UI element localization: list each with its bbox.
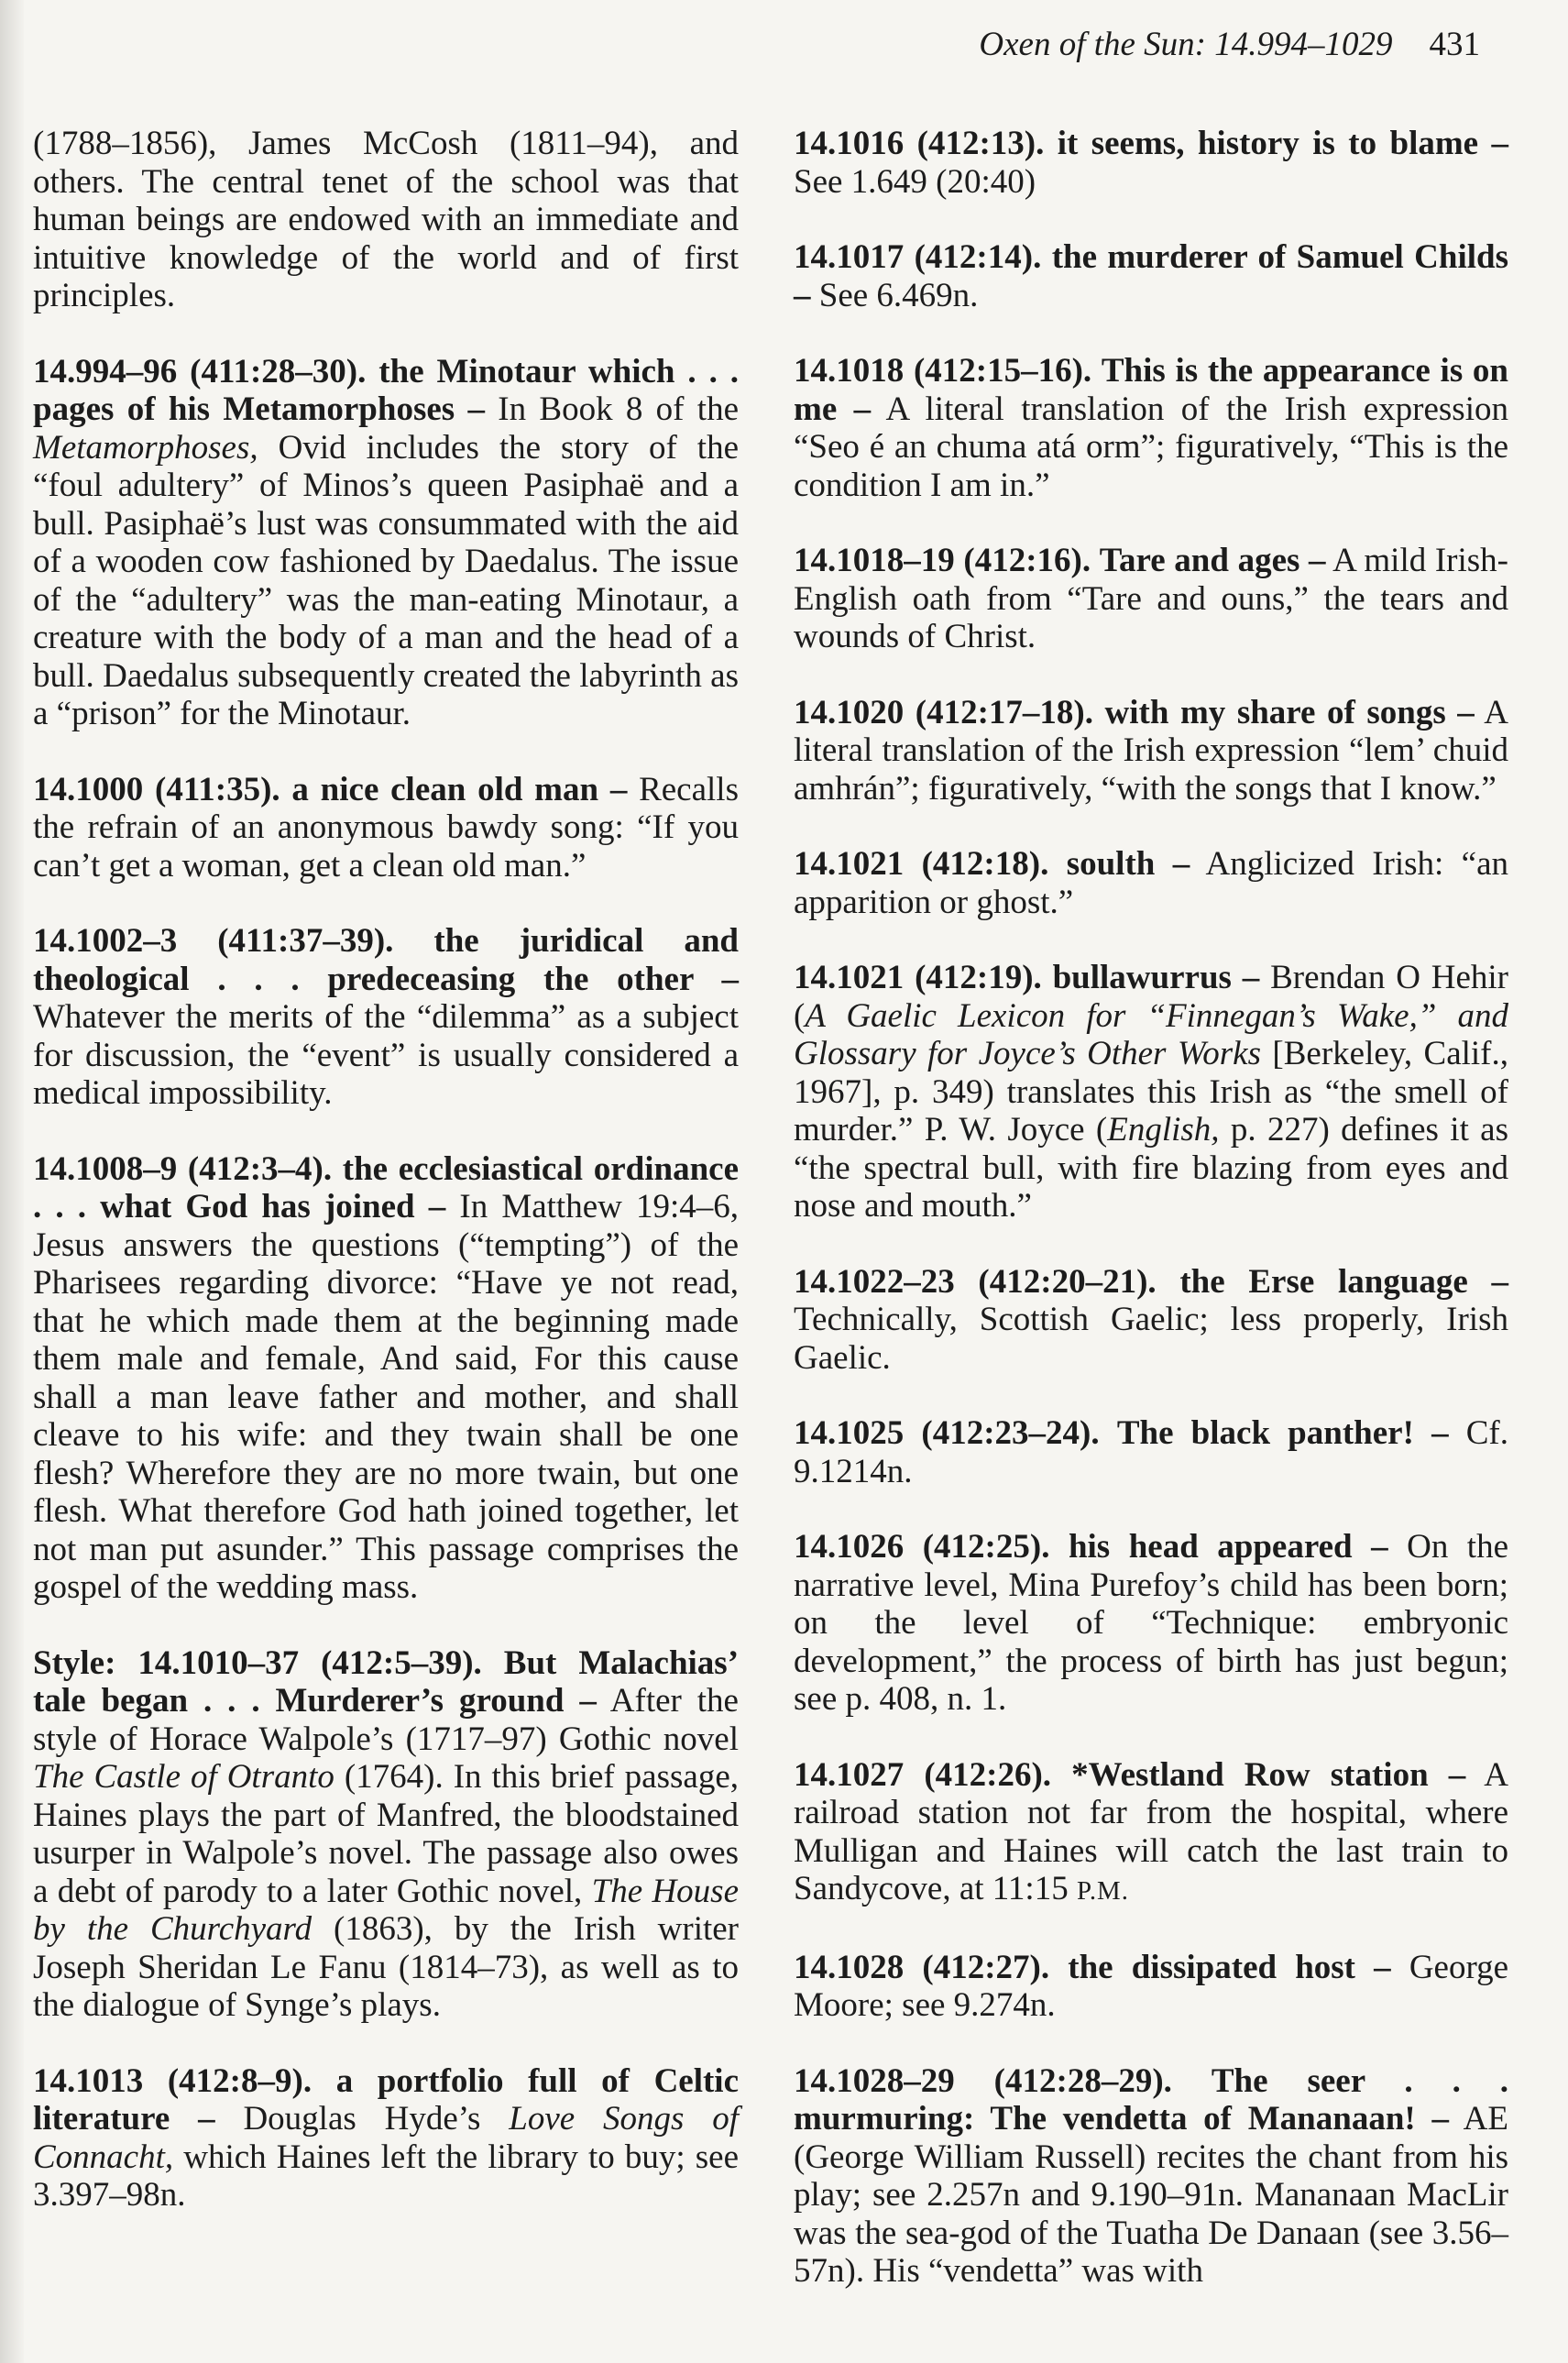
- note-text: [Berkeley, Calif., 1967], p. 349) translates this Irish as “the smell of murder.” P. W. Joyce (: [794, 1035, 1508, 1149]
- note-ref: 14.1020 (412:17–18).: [794, 693, 1093, 731]
- note-text: Recalls the refrain of an anonymous bawdy song: “If you can’t get a woman, get a clean old man.”: [33, 770, 739, 885]
- note-lemma: it seems, history is to blame –: [1057, 125, 1508, 162]
- note-lemma: the Erse language –: [1179, 1262, 1508, 1301]
- note-lemma: bullawurrus –: [1052, 959, 1260, 996]
- note-text: On the narrative level, Mina Purefoy’s child has been born; on the level of “Technique: embryonic development,” the process of birth has just begun; see p. 408, n. 1.: [794, 1528, 1509, 1718]
- note-text: George Moore; see 9.274n.: [794, 1948, 1509, 2024]
- note-text: After the style of Horace Walpole’s (1717–97) Gothic novel: [33, 1682, 739, 1758]
- note-title-italic: Metamorphoses,: [33, 428, 258, 467]
- note-text: A mild Irish-English oath from “Tare and ouns,” the tears and wounds of Christ.: [794, 542, 1508, 655]
- note-lemma: the ecclesiastical ordinance . . . what God has joined –: [33, 1149, 740, 1225]
- note-14-1028: [794, 1949, 1508, 2025]
- note-ref: 14.1022–23 (412:20–21).: [794, 1262, 1157, 1301]
- note-lemma: his head appeared –: [1068, 1528, 1388, 1566]
- note-14-1008: [33, 1150, 739, 1607]
- note-text: Brendan O Hehir (: [794, 959, 1508, 1035]
- note-14-1022: [794, 1263, 1508, 1378]
- note-lemma: The black panther! –: [1116, 1414, 1449, 1452]
- note-title-italic: The House by the Churchyard: [33, 1872, 739, 1948]
- note-ref: 14.1028–29 (412:28–29).: [794, 2061, 1172, 2100]
- note-text: Anglicized Irish: “an apparition or ghost.”: [794, 845, 1509, 921]
- note-ref: 14.1018–19 (412:16).: [794, 542, 1091, 579]
- note-text: In Matthew 19:4–6, Jesus answers the questions (“tempting”) of the Pharisees regarding divorce: “Have ye not read, that he which made them at the beginning made them male and female, And said, For this cause shall a man leave father and mother, and shall cleave to his wife: and they twain shall be one flesh? Wherefore they are no more twain, but one flesh. What therefore God hath joined together, let not man put asunder.” This passage comprises the gospel of the wedding mass.: [33, 1188, 739, 1606]
- note-text: (1764). In this brief passage, Haines plays the part of Manfred, the bloodstained usurper in Walpole’s novel. The passage also owes a debt of parody to a later Gothic novel,: [33, 1758, 739, 1910]
- note-text: (1863), by the Irish writer Joseph Sheridan Le Fanu (1814–73), as well as to the dialogue of Synge’s plays.: [33, 1910, 740, 2024]
- note-14-1018-19: [794, 542, 1508, 656]
- note-ref: 14.1016 (412:13).: [794, 125, 1045, 162]
- note-ref: 14.1027 (412:26).: [794, 1755, 1052, 1794]
- note-text: A literal translation of the Irish expression “lem’ chuid amhrán”; figuratively, “with the songs that I know.”: [794, 693, 1508, 808]
- note-lemma: the Minotaur which . . . pages of his Metamorphoses –: [33, 352, 739, 428]
- note-title-italic: A Gaelic Lexicon for “Finnegan’s Wake,” and Glossary for Joyce’s Other Works: [794, 996, 1508, 1072]
- note-14-1013: [33, 2062, 739, 2215]
- note-title-italic: Love Songs of Connacht,: [33, 2100, 739, 2176]
- note-text: Ovid includes the story of the “foul adultery” of Minos’s queen Pasiphaë and a bull. Pasiphaë’s lust was consummated with the aid of a wooden cow fashioned by Daedalus. The issue of the “adultery” was the man-eating Minotaur, a creature with the body of a man and the head of a bull. Daedalus subsequently created the labyrinth as a “prison” for the Minotaur.: [33, 428, 739, 732]
- running-head: [979, 24, 1480, 66]
- note-lemma: the dissipated host –: [1068, 1948, 1391, 1986]
- note-ref: 14.1025 (412:23–24).: [794, 1414, 1100, 1452]
- note-ref: 14.1008–9 (412:3–4).: [33, 1149, 333, 1188]
- note-14-1028-29: [794, 2062, 1508, 2291]
- note-continuation: [33, 125, 739, 315]
- running-head-title: Oxen of the Sun: 14.994–1029: [979, 26, 1393, 63]
- note-14-994: [33, 353, 739, 733]
- note-text: Technically, Scottish Gaelic; less properly, Irish Gaelic.: [794, 1301, 1508, 1377]
- note-text: In Book 8 of the: [498, 390, 740, 428]
- note-ref: 14.1026 (412:25).: [794, 1528, 1050, 1566]
- note-lemma: *Westland Row station –: [1071, 1755, 1466, 1794]
- note-14-1017: [794, 238, 1508, 314]
- note-lemma: the juridical and theological . . . predeceasing the other –: [33, 922, 739, 998]
- note-ref: 14.1017 (412:14).: [794, 238, 1042, 276]
- note-14-1027: [794, 1756, 1508, 1911]
- right-column: [794, 125, 1508, 2328]
- note-text: (1788–1856), James McCosh (1811–94), and others. The central tenet of the school was that human beings are endowed with an immediate and intuitive knowledge of the world and of first principles.: [33, 125, 739, 314]
- note-lemma: soulth –: [1066, 845, 1190, 883]
- note-14-1020: [794, 694, 1508, 808]
- note-lemma: But Malachias’ tale began . . . Murderer’s ground –: [33, 1643, 740, 1720]
- note-14-1021-bullawurrus: [794, 959, 1508, 1225]
- note-text: Douglas Hyde’s: [243, 2100, 510, 2138]
- note-lemma: a portfolio full of Celtic literature –: [33, 2061, 740, 2138]
- note-ref: 14.994–96 (411:28–30).: [33, 352, 367, 390]
- note-text: See 1.649 (20:40): [794, 162, 1036, 201]
- note-lemma: The seer . . . murmuring: The vendetta of Mananaan! –: [794, 2061, 1508, 2138]
- note-text: Whatever the merits of the “dilemma” as a subject for discussion, the “event” is usually considered a medical impossibility.: [33, 998, 739, 1112]
- note-ref: 14.1002–3 (411:37–39).: [33, 922, 394, 960]
- note-14-1025: [794, 1414, 1508, 1490]
- note-14-1016: [794, 125, 1508, 201]
- note-ref: Style: 14.1010–37 (412:5–39).: [33, 1643, 482, 1682]
- note-ref: 14.1013 (412:8–9).: [33, 2061, 313, 2100]
- note-text: Cf. 9.1214n.: [794, 1414, 1508, 1490]
- note-text: AE (George William Russell) recites the chant from his play; see 2.257n and 9.190–91n. Mananaan MacLir was the sea-god of the Tuatha De Danaan (see 3.56–57n). His “vendetta” was with: [794, 2100, 1508, 2290]
- note-text: p. 227) defines it as “the spectral bull, with fire blazing from eyes and nose and mouth.”: [794, 1111, 1509, 1225]
- note-ref: 14.1021 (412:19).: [794, 959, 1042, 996]
- left-column: [33, 125, 739, 2252]
- note-lemma: with my share of songs –: [1104, 693, 1475, 731]
- note-title-italic: The Castle of Otranto: [33, 1758, 334, 1796]
- note-title-italic: English,: [1107, 1111, 1220, 1149]
- note-14-1018: [794, 352, 1508, 504]
- note-14-1026: [794, 1528, 1508, 1719]
- note-lemma: Tare and ages –: [1099, 542, 1326, 579]
- note-text: which Haines left the library to buy; see 3.397–98n.: [33, 2138, 739, 2214]
- note-text: A railroad station not far from the hospital, where Mulligan and Haines will catch the last train to Sandycove, at 11:15: [794, 1755, 1509, 1907]
- note-lemma: the murderer of Samuel Childs –: [794, 238, 1509, 314]
- note-small-caps: P.M.: [1076, 1876, 1129, 1906]
- note-ref: 14.1000 (411:35).: [33, 770, 280, 808]
- note-ref: 14.1018 (412:15–16).: [794, 352, 1092, 390]
- page-number: 431: [1429, 26, 1480, 63]
- note-lemma: This is the appearance is on me –: [794, 352, 1508, 428]
- note-text: See 6.469n.: [818, 276, 979, 314]
- note-14-1021-soulth: [794, 845, 1508, 921]
- note-14-1002: [33, 922, 739, 1113]
- note-text: A literal translation of the Irish expression “Seo é an chuma atá orm”; figuratively, “This is the condition I am in.”: [794, 390, 1508, 504]
- note-lemma: a nice clean old man –: [291, 770, 628, 808]
- note-ref: 14.1021 (412:18).: [794, 845, 1049, 883]
- page-binding-edge: [0, 0, 24, 2363]
- note-ref: 14.1028 (412:27).: [794, 1948, 1050, 1986]
- note-style-14-1010: [33, 1644, 739, 2025]
- note-14-1000: [33, 771, 739, 885]
